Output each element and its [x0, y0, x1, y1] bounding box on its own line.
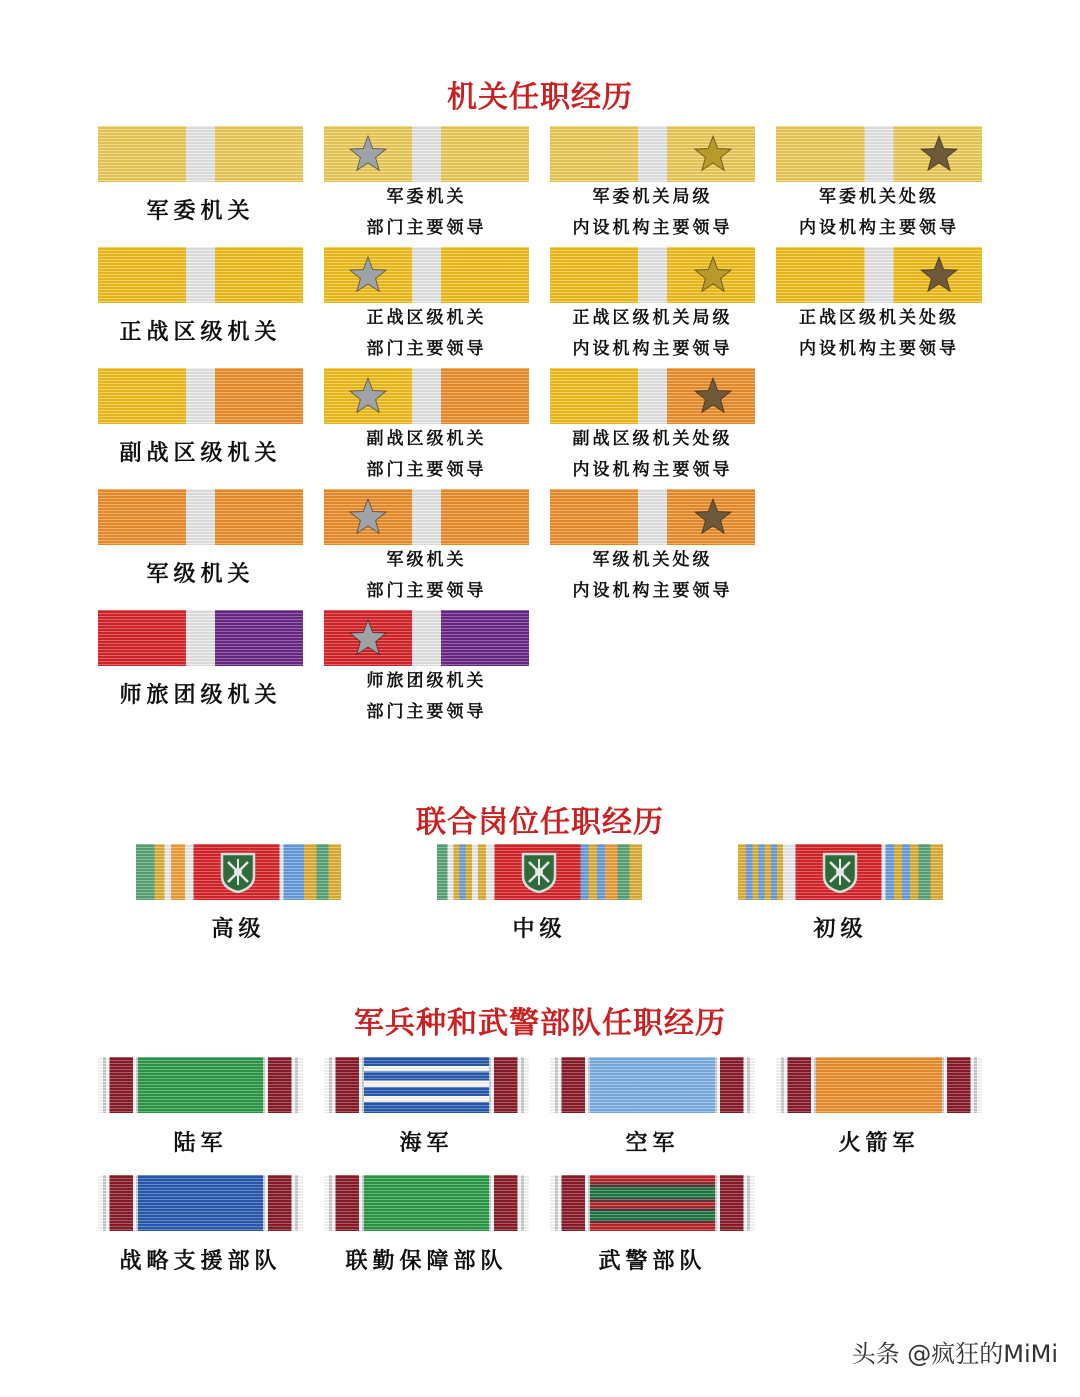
- label-line: 正战区级机关: [119, 319, 282, 345]
- bronze-star-icon: [919, 134, 959, 174]
- ribbon-army-level-organ: [98, 489, 303, 545]
- silver-star-icon: [348, 255, 388, 295]
- label-line: 军委机关: [386, 187, 467, 207]
- label-line: 内设机构主要领导: [799, 339, 959, 359]
- ribbon-deputy-theater-organ: [98, 368, 303, 424]
- ribbon-cmc-bureau-leader: [550, 126, 755, 182]
- label-line: 内设机构主要领导: [799, 218, 959, 238]
- label-cmc-division-leader: [766, 182, 992, 244]
- label-line: 正战区级机关处级: [799, 308, 959, 328]
- ribbon-army-level-division-leader: [550, 489, 755, 545]
- label-strategic-support: 战略支援部队: [119, 1248, 282, 1274]
- label-line: 军级机关: [146, 561, 255, 587]
- label-line: 副战区级机关: [366, 429, 487, 449]
- ribbon-army: [98, 1057, 303, 1113]
- label-army-level-organ: [98, 559, 303, 590]
- silver-star-icon: [348, 376, 388, 416]
- ribbon-navy: [324, 1057, 529, 1113]
- label-line: 部门主要领导: [366, 218, 487, 238]
- label-line: 部门主要领导: [366, 460, 487, 480]
- label-joint-intermediate: 中级: [512, 916, 567, 942]
- gold-star-icon: [693, 134, 733, 174]
- label-line: 军级机关处级: [592, 550, 713, 570]
- label-line: 正战区级机关局级: [572, 308, 733, 328]
- ribbon-stripe-pattern: [590, 1175, 715, 1231]
- section-title-services: 军兵种和武警部队任职经历: [354, 1006, 726, 1041]
- label-line: 师旅团级机关: [119, 682, 282, 708]
- ribbon-stripe-pattern: [364, 1057, 489, 1113]
- label-line: 部门主要领导: [366, 702, 487, 722]
- ribbon-joint-logistics: [324, 1175, 529, 1231]
- label-line: 内设机构主要领导: [572, 218, 733, 238]
- ribbon-division-brigade-organ: [98, 610, 303, 666]
- ribbon-cmc-dept-leader: [324, 126, 529, 182]
- label-cmc-dept-leader: [324, 182, 529, 244]
- label-armed-police: 武警部队: [598, 1248, 707, 1274]
- label-army-level-dept-leader: [324, 545, 529, 607]
- label-line: 内设机构主要领导: [572, 339, 733, 359]
- ribbon-strategic-support: [98, 1175, 303, 1231]
- watermark: 头条 @疯狂的MiMi: [851, 1340, 1058, 1368]
- label-line: 部门主要领导: [366, 339, 487, 359]
- silver-star-icon: [348, 134, 388, 174]
- label-deputy-theater-organ: [98, 438, 303, 469]
- joint-emblem-icon: [519, 850, 559, 894]
- label-rocket-force: 火箭军: [838, 1130, 920, 1156]
- label-line: 副战区级机关: [119, 440, 282, 466]
- label-air-force: 空军: [625, 1130, 680, 1156]
- label-line: 师旅团级机关: [366, 671, 487, 691]
- ribbon-joint-intermediate: [437, 844, 642, 900]
- joint-emblem-icon: [218, 850, 258, 894]
- ribbon-theater-division-leader: [776, 247, 982, 303]
- label-line: 副战区级机关处级: [572, 429, 733, 449]
- ribbon-deputy-theater-division-leader: [550, 368, 755, 424]
- label-theater-bureau-leader: [540, 303, 765, 365]
- label-division-brigade-dept-leader: [324, 666, 529, 728]
- joint-emblem-icon: [820, 850, 860, 894]
- label-navy: 海军: [399, 1130, 454, 1156]
- label-line: 正战区级机关: [366, 308, 487, 328]
- label-line: 军级机关: [386, 550, 467, 570]
- label-deputy-theater-dept-leader: [324, 424, 529, 486]
- gold-star-icon: [693, 255, 733, 295]
- ribbon-central-military-commission: [98, 126, 303, 182]
- label-line: 军委机关处级: [819, 187, 939, 207]
- ribbon-joint-junior: [738, 844, 943, 900]
- ribbon-armed-police: [550, 1175, 755, 1231]
- label-line: 内设机构主要领导: [572, 581, 733, 601]
- label-line: 内设机构主要领导: [572, 460, 733, 480]
- label-line: 部门主要领导: [366, 581, 487, 601]
- ribbon-army-level-dept-leader: [324, 489, 529, 545]
- ribbon-division-brigade-dept-leader: [324, 610, 529, 666]
- label-joint-senior: 高级: [211, 916, 266, 942]
- label-army: 陆军: [173, 1130, 228, 1156]
- label-joint-junior: 初级: [813, 916, 868, 942]
- label-division-brigade-organ: [98, 680, 303, 711]
- ribbon-theater-dept-leader: [324, 247, 529, 303]
- ribbon-cmc-division-leader: [776, 126, 982, 182]
- silver-star-icon: [348, 497, 388, 537]
- label-joint-logistics: 联勤保障部队: [345, 1248, 508, 1274]
- ribbon-theater-organ: [98, 247, 303, 303]
- ribbon-deputy-theater-dept-leader: [324, 368, 529, 424]
- label-cmc-bureau-leader: [540, 182, 765, 244]
- ribbon-joint-senior: [136, 844, 341, 900]
- ribbon-air-force: [550, 1057, 755, 1113]
- bronze-star-icon: [919, 255, 959, 295]
- label-army-level-division-leader: [540, 545, 765, 607]
- label-theater-division-leader: [766, 303, 992, 365]
- ribbon-theater-bureau-leader: [550, 247, 755, 303]
- bronze-star-icon: [693, 376, 733, 416]
- label-deputy-theater-division-leader: [540, 424, 765, 486]
- label-theater-organ: [98, 317, 303, 348]
- ribbon-rocket-force: [776, 1057, 982, 1113]
- label-line: 军委机关局级: [592, 187, 713, 207]
- label-line: 军委机关: [146, 198, 255, 224]
- section-title-joint: 联合岗位任职经历: [416, 805, 664, 840]
- bronze-star-icon: [693, 497, 733, 537]
- section-title-organs: 机关任职经历: [447, 80, 633, 115]
- silver-star-icon: [348, 618, 388, 658]
- label-theater-dept-leader: [324, 303, 529, 365]
- label-central-military-commission: [98, 196, 303, 227]
